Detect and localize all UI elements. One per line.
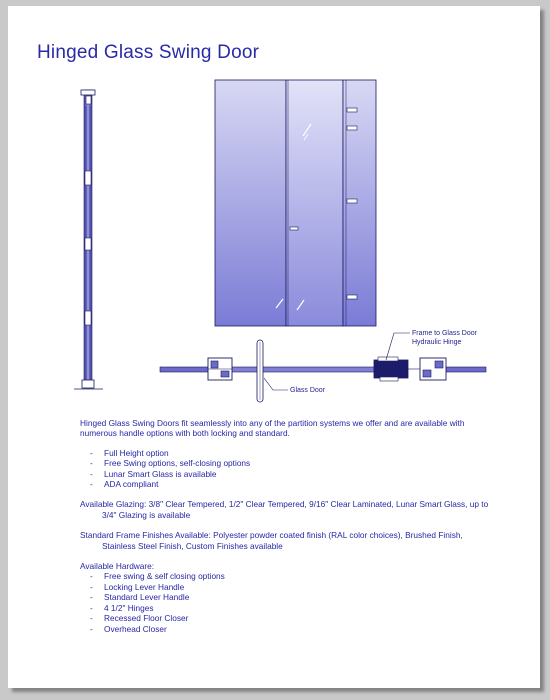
list-item: - Standard Lever Handle: [80, 592, 498, 602]
side-section-view: [74, 90, 103, 389]
list-item: - Recessed Floor Closer: [80, 613, 498, 623]
list-item: - ADA compliant: [80, 479, 498, 489]
hinge-callout-line-1: Frame to Glass Door: [412, 330, 477, 337]
list-item: - Free Swing options, self-closing options: [80, 458, 498, 468]
list-item: - Overhead Closer: [80, 624, 498, 634]
list-item: - Free swing & self closing options: [80, 571, 498, 581]
hinge-callout-line-2: Hydraulic Hinge: [412, 339, 462, 346]
glass-door-callout: Glass Door: [290, 387, 326, 394]
hinge-callout: [412, 329, 477, 347]
list-item: - 4 1/2" Hinges: [80, 603, 498, 613]
glazing-paragraph: Available Glazing: 3/8" Clear Tempered, 1/2" Clear Tempered, 9/16" Clear Laminated, Lunar Smart Glass, up to 3/4" Glazing is available: [80, 499, 489, 520]
description-text: [80, 418, 498, 634]
intro-paragraph: Hinged Glass Swing Doors fit seamlessly into any of the partition systems we offer and are available with numerous handle options with both locking and standard.: [80, 418, 465, 439]
list-item: - Full Height option: [80, 448, 498, 458]
front-elevation-view: [215, 80, 376, 326]
finishes-paragraph: Standard Frame Finishes Available: Polyester powder coated finish (RAL color choices), Brushed Finish, Stainless Steel Finish, Custom Finishes available: [80, 530, 463, 551]
document-page: [8, 6, 540, 688]
hardware-heading: Available Hardware:: [80, 561, 155, 572]
feature-list: [80, 448, 498, 490]
list-item: - Locking Lever Handle: [80, 582, 498, 592]
hardware-list: [80, 571, 498, 633]
list-item: - Lunar Smart Glass is available: [80, 469, 498, 479]
page-title: Hinged Glass Swing Door: [37, 42, 260, 63]
